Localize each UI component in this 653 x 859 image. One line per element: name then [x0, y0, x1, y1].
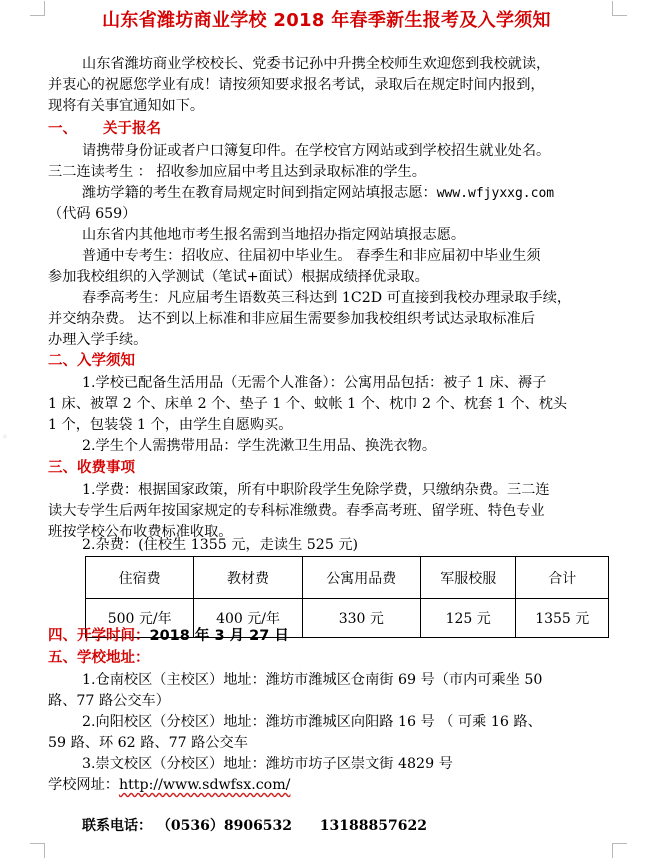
- intro-line: 山东省潍坊商业学校校长、党委书记孙中升携全校师生欢迎您到我校就读，: [82, 56, 551, 72]
- registration-website: www.wfjyxxg.com: [436, 186, 555, 201]
- table-cell: 400 元/年: [194, 599, 302, 638]
- website-line: [48, 775, 290, 795]
- margin-marker: ◦: [2, 432, 8, 443]
- table-cell: 330 元: [302, 599, 420, 638]
- text-line: 2.杂费：(住校生 1355 元，走读生 525 元): [82, 537, 359, 553]
- text-span: 潍坊学籍的考生在教育局规定时间到指定网站填报志愿：: [82, 185, 437, 201]
- phone-number: 13188857622: [319, 818, 427, 834]
- intro-line: 现将有关事宜通知如下。: [48, 98, 205, 114]
- table-cell: 1355 元: [516, 599, 609, 638]
- page-corner-mark: [612, 843, 627, 858]
- text-line: [82, 183, 554, 204]
- text-line: 2.学生个人需携带用品：学生洗漱卫生用品、换洗衣物。: [82, 438, 437, 454]
- section-number: 一、: [48, 121, 77, 137]
- page-corner-mark: [30, 843, 45, 858]
- phone-number: （0536）8906532: [156, 818, 293, 834]
- contact-line: [82, 815, 427, 835]
- text-line: 班按学校公布收费标准收取。: [48, 524, 233, 540]
- table-cell: 125 元: [420, 599, 516, 638]
- text-line: 1 个，包装袋 1 个，由学生自愿购买。: [48, 417, 293, 433]
- text-line: 读大专学生后两年按国家规定的专科标准缴费。春季高考班、留学班、特色专业: [48, 503, 545, 519]
- start-date-value: 2018 年 3 月 27 日: [149, 628, 289, 644]
- table-header-cell: 教材费: [194, 557, 302, 599]
- text-line: 1.学校已配备生活用品（无需个人准备）：公寓用品包括：被子 1 床、褥子: [82, 375, 547, 391]
- text-line: 三二连读考生 ： 招收参加应届中考且达到录取标准的学生。: [48, 164, 426, 180]
- section-heading-fees: 三、收费事项: [48, 460, 135, 476]
- table-header-row: [86, 557, 609, 599]
- text-line: 并交纳杂费。 达不到以上标准和非应届生需要参加我校组织考试达录取标准后: [48, 311, 535, 327]
- text-line: （代码 659）: [48, 206, 137, 222]
- text-line: 3.崇文校区（分校区）地址：潍坊市坊子区崇文街 4829 号: [82, 756, 453, 772]
- section-title: 四、开学时间：: [48, 628, 150, 644]
- intro-line: 并衷心的祝愿您学业有成！请按须知要求报名考试，录取后在规定时间内报到，: [48, 77, 545, 93]
- text-line: 1 床、被罩 2 个、床单 2 个、垫子 1 个、蚊帐 1 个、枕巾 2 个、枕套 1 个、枕头: [48, 396, 568, 412]
- section-title: 关于报名: [103, 121, 161, 137]
- document-title: 山东省潍坊商业学校 2018 年春季新生报考及入学须知: [102, 10, 551, 31]
- website-link[interactable]: http://www.sdwfsx.com/: [118, 777, 291, 793]
- section-heading-start-date: [48, 626, 289, 646]
- table-cell: 500 元/年: [86, 599, 194, 638]
- section-heading-registration: [48, 119, 161, 139]
- text-line: 1.仓南校区（主校区）地址：潍坊市潍城区仓南街 69 号（市内可乘坐 50: [82, 672, 543, 688]
- section-heading-address: 五、学校地址：: [48, 650, 150, 666]
- text-line: 59 路、环 62 路、77 路公交车: [48, 735, 248, 751]
- text-line: 请携带身份证或者户口簿复印件。在学校官方网站或到学校招生就业处名。: [82, 143, 551, 159]
- text-line: 参加我校组织的入学测试（笔试+面试）根据成绩择优录取。: [48, 269, 429, 285]
- table-header-cell: 合计: [516, 557, 609, 599]
- text-line: 1.学费：根据国家政策，所有中职阶段学生免除学费，只缴纳杂费。三二连: [82, 482, 550, 498]
- text-line: 春季高考生：凡应届考生语数英三科达到 1C2D 可直接到我校办理录取手续，: [82, 290, 572, 306]
- table-header-cell: 住宿费: [86, 557, 194, 599]
- table-header-cell: 公寓用品费: [302, 557, 420, 599]
- text-line: 2.向阳校区（分校区）地址：潍坊市潍城区向阳路 16 号 （ 可乘 16 路、: [82, 714, 542, 730]
- text-line: 办理入学手续。: [48, 332, 148, 348]
- text-line: 路、77 路公交车）: [48, 693, 170, 709]
- text-line: 普通中专考生：招收应、往届初中毕业生。 春季生和非应届初中毕业生须: [82, 248, 541, 264]
- section-heading-enrollment: 二、入学须知: [48, 353, 135, 369]
- contact-label: 联系电话：: [82, 818, 152, 834]
- table-header-cell: 军服校服: [420, 557, 516, 599]
- text-line: 山东省内其他地市考生报名需到当地招办指定网站填报志愿。: [82, 227, 466, 243]
- website-label: 学校网址：: [48, 777, 119, 793]
